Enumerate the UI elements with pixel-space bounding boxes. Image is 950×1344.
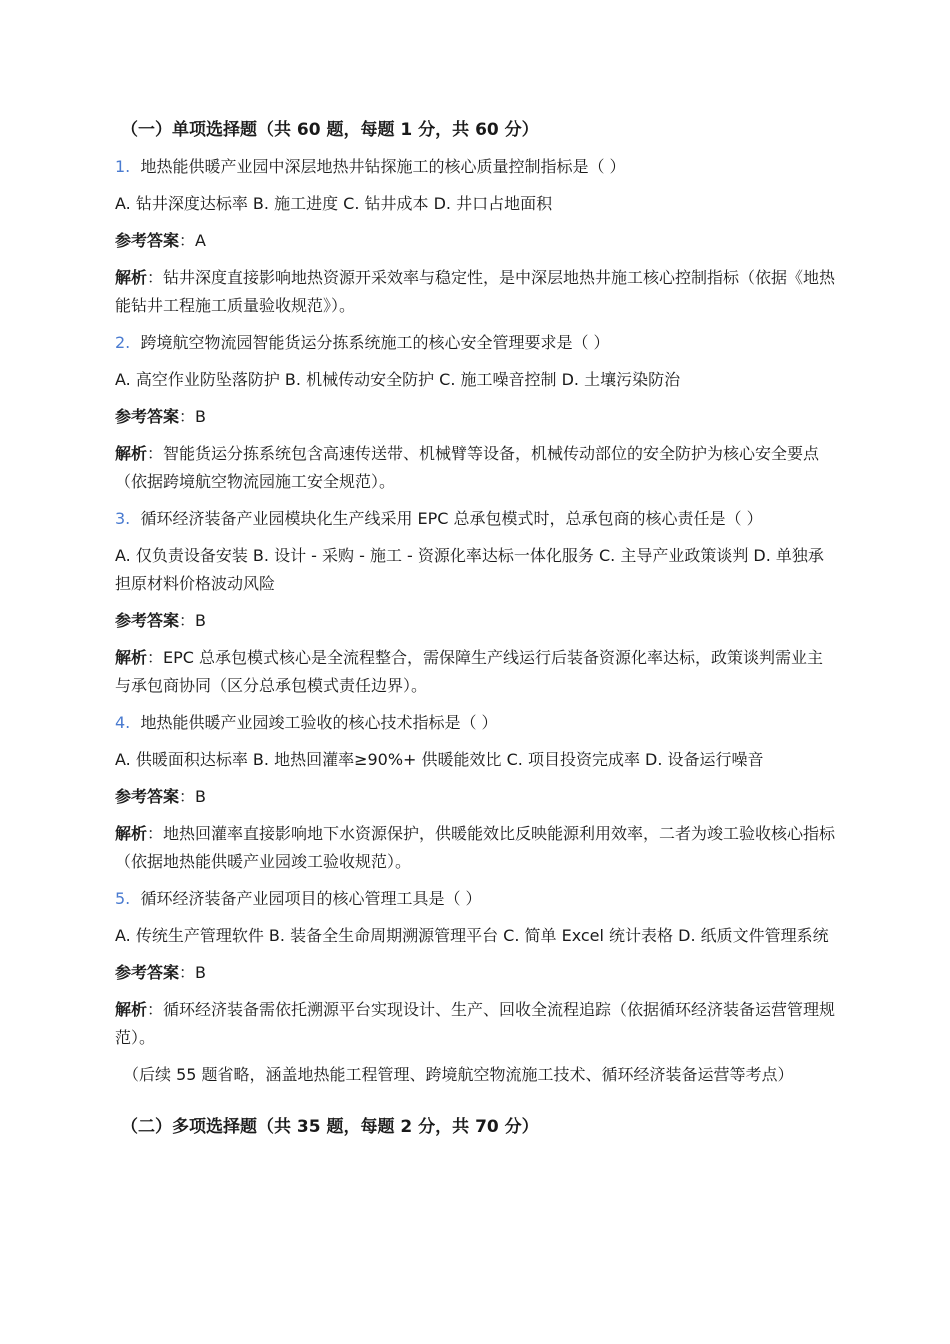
question-4 bbox=[115, 709, 836, 737]
question-text: 地热能供暖产业园竣工验收的核心技术指标是（ ） bbox=[140, 713, 498, 732]
question-2 bbox=[115, 329, 836, 357]
analysis-text: ：地热回灌率直接影响地下水资源保护，供暖能效比反映能源利用效率，二者为竣工验收核心指标（依据地热能供暖产业园竣工验收规范）。 bbox=[115, 824, 836, 871]
question-3-analysis bbox=[115, 644, 836, 700]
section-title-single-choice: （一）单项选择题（共 60 题，每题 1 分，共 60 分） bbox=[121, 120, 539, 140]
analysis-label: 解析 bbox=[115, 648, 148, 667]
answer-value: ：B bbox=[179, 963, 206, 982]
answer-label: 参考答案 bbox=[115, 407, 180, 426]
question-3 bbox=[115, 505, 836, 533]
question-1-analysis bbox=[115, 264, 836, 320]
answer-label: 参考答案 bbox=[115, 231, 180, 250]
analysis-text: ：EPC 总承包模式核心是全流程整合，需保障生产线运行后装备资源化率达标，政策谈判需业主与承包商协同（区分总承包模式责任边界）。 bbox=[115, 648, 824, 695]
analysis-text: ：智能货运分拣系统包含高速传送带、机械臂等设备，机械传动部位的安全防护为核心安全要点（依据跨境航空物流园施工安全规范）。 bbox=[115, 444, 820, 491]
omitted-questions-note: （后续 55 题省略，涵盖地热能工程管理、跨境航空物流施工技术、循环经济装备运营等考点） bbox=[123, 1065, 794, 1084]
analysis-text: ：钻井深度直接影响地热资源开采效率与稳定性，是中深层地热井施工核心控制指标（依据《地热能钻井工程施工质量验收规范》）。 bbox=[115, 268, 836, 315]
answer-label: 参考答案 bbox=[115, 611, 180, 630]
question-2-analysis bbox=[115, 440, 836, 496]
question-5-options: A. 传统生产管理软件 B. 装备全生命周期溯源管理平台 C. 简单 Excel 统计表格 D. 纸质文件管理系统 bbox=[115, 926, 829, 945]
question-number: 3. bbox=[115, 509, 131, 528]
question-2-options: A. 高空作业防坠落防护 B. 机械传动安全防护 C. 施工噪音控制 D. 土壤污染防治 bbox=[115, 370, 681, 389]
answer-label: 参考答案 bbox=[115, 787, 180, 806]
question-3-answer bbox=[115, 607, 836, 635]
answer-value: ：B bbox=[179, 611, 206, 630]
question-1 bbox=[115, 153, 836, 181]
question-text: 跨境航空物流园智能货运分拣系统施工的核心安全管理要求是（ ） bbox=[140, 333, 610, 352]
analysis-label: 解析 bbox=[115, 1000, 148, 1019]
question-5-answer bbox=[115, 959, 836, 987]
answer-label: 参考答案 bbox=[115, 963, 180, 982]
question-2-answer bbox=[115, 403, 836, 431]
question-number: 2. bbox=[115, 333, 131, 352]
question-4-options: A. 供暖面积达标率 B. 地热回灌率≥90%+ 供暖能效比 C. 项目投资完成率 D. 设备运行噪音 bbox=[115, 750, 764, 769]
question-4-answer bbox=[115, 783, 836, 811]
answer-value: ：A bbox=[179, 231, 206, 250]
section-title-multiple-choice: （二）多项选择题（共 35 题，每题 2 分，共 70 分） bbox=[121, 1117, 539, 1137]
question-4-analysis bbox=[115, 820, 836, 876]
analysis-label: 解析 bbox=[115, 444, 148, 463]
question-text: 地热能供暖产业园中深层地热井钻探施工的核心质量控制指标是（ ） bbox=[140, 157, 626, 176]
answer-value: ：B bbox=[179, 407, 206, 426]
analysis-text: ：循环经济装备需依托溯源平台实现设计、生产、回收全流程追踪（依据循环经济装备运营管理规范）。 bbox=[115, 1000, 836, 1047]
question-5 bbox=[115, 885, 836, 913]
question-text: 循环经济装备产业园模块化生产线采用 EPC 总承包模式时，总承包商的核心责任是（ ） bbox=[140, 509, 763, 528]
question-number: 4. bbox=[115, 713, 131, 732]
analysis-label: 解析 bbox=[115, 268, 148, 287]
answer-value: ：B bbox=[179, 787, 206, 806]
question-text: 循环经济装备产业园项目的核心管理工具是（ ） bbox=[140, 889, 482, 908]
question-3-options: A. 仅负责设备安装 B. 设计 - 采购 - 施工 - 资源化率达标一体化服务 C. 主导产业政策谈判 D. 单独承担原材料价格波动风险 bbox=[115, 546, 824, 593]
question-number: 1. bbox=[115, 157, 131, 176]
analysis-label: 解析 bbox=[115, 824, 148, 843]
question-1-answer bbox=[115, 227, 836, 255]
question-number: 5. bbox=[115, 889, 131, 908]
question-5-analysis bbox=[115, 996, 836, 1052]
question-1-options: A. 钻井深度达标率 B. 施工进度 C. 钻井成本 D. 井口占地面积 bbox=[115, 194, 553, 213]
